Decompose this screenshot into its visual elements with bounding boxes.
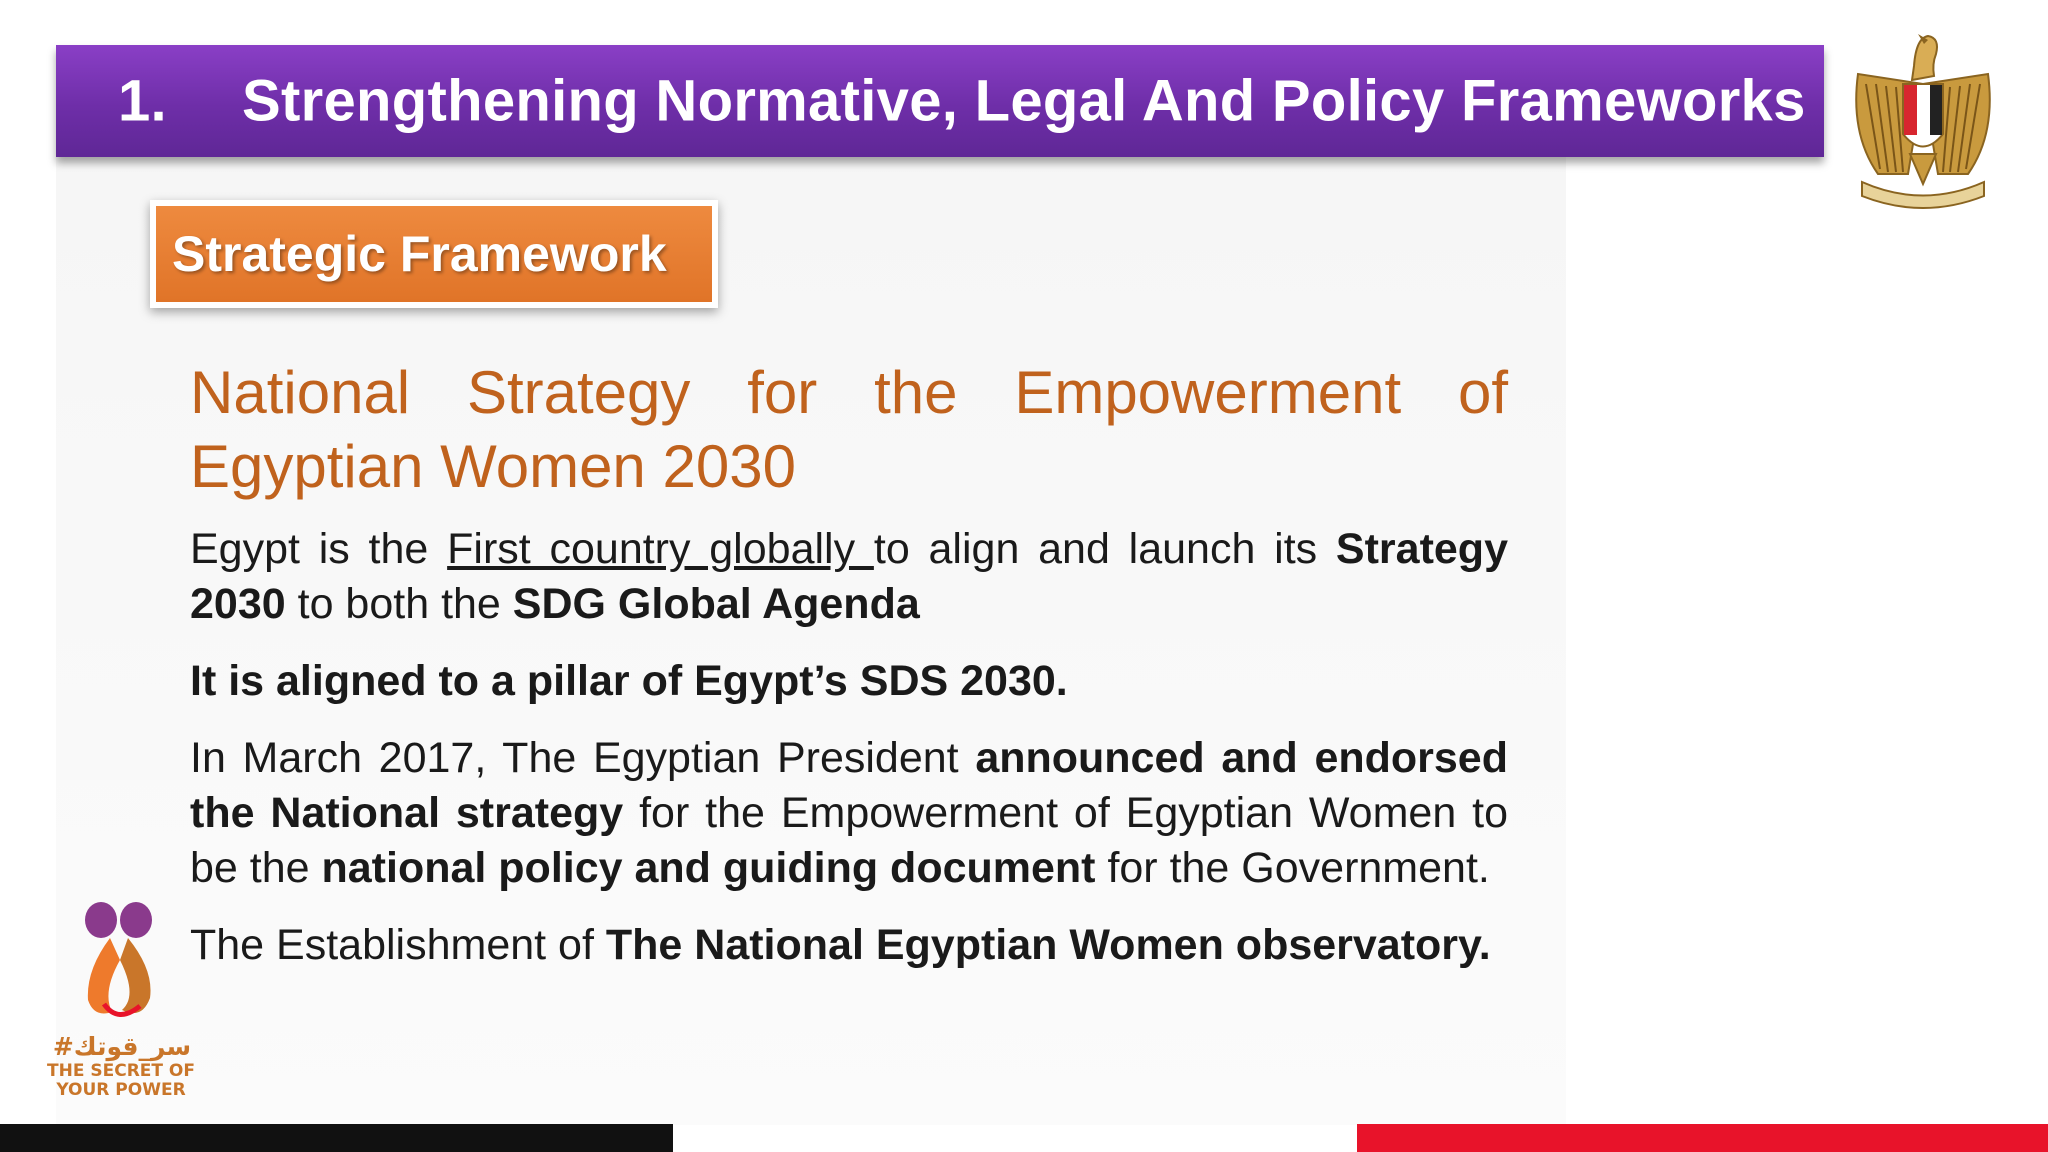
observatory-text: The National Egyptian Women observatory. [605,921,1491,969]
footer-black-bar [0,1124,673,1152]
secret-logo-icon [46,900,196,1032]
paragraph-sds-pillar: It is aligned to a pillar of Egypt’s SDS 2030. [190,657,1068,705]
content-body [190,356,1508,995]
secret-of-your-power-logo [46,900,196,1105]
text-run: In March 2017, The Egyptian President [190,734,976,782]
first-country-text: First country globally [447,525,874,573]
footer-red-bar [1357,1124,2048,1152]
text-run: The Establishment of [190,921,606,969]
paragraph-first-country [190,522,1508,632]
text-run: for the Government. [1095,844,1490,892]
announced-endorsed-text: announced and endorsed the National strategy [190,734,1508,837]
sdg-agenda-text: SDG Global Agenda [512,580,920,628]
strategic-framework-tag [150,200,718,308]
tag-label: Strategic Framework [156,206,712,302]
paragraph-march-2017 [190,731,1508,896]
egypt-eagle-emblem-icon [1848,24,1998,212]
logo-line-2: YOUR POWER [56,1080,186,1100]
text-run: for the Empowerment of Egyptian Women to be the [190,789,1508,892]
national-policy-text: national policy and guiding document [321,844,1096,892]
logo-line-1: THE SECRET OF [47,1061,195,1081]
paragraph-observatory [190,918,1508,973]
title-banner [56,45,1824,157]
logo-arabic-text: #سر_قوتك [52,1032,192,1061]
strategy-heading: National Strategy for the Empowerment of Egyptian Women 2030 [190,359,1508,500]
text-run: to both the [285,580,513,628]
text-run: to align and launch its [873,525,1336,573]
section-number: 1. [118,68,167,134]
text-run: Egypt is the [190,525,448,573]
page-title: Strengthening Normative, Legal And Policy Frameworks [242,68,1806,134]
strategy-2030-text: Strategy 2030 [190,525,1508,628]
logo-english-text [46,1062,196,1100]
